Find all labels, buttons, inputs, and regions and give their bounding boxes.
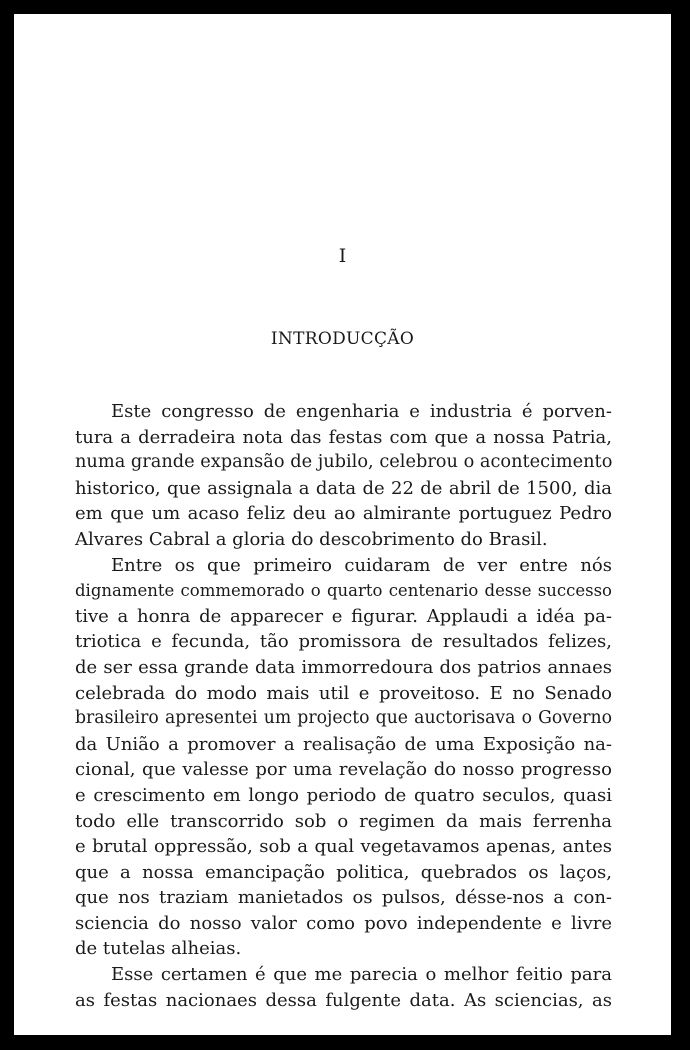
paragraph-2-line-9: cional, que valesse por uma revelação do nosso progresso	[75, 759, 612, 781]
paragraph-1-line-3: numa grande expansão de jubilo, celebrou o acontecimento	[75, 452, 613, 473]
paragraph-2-line-6: celebrada do modo mais util e proveitoso. E no Senado	[75, 682, 612, 704]
paragraph-2-line-10: e crescimento em longo periodo de quatro seculos, quasi	[75, 784, 612, 806]
paragraph-2-line-1: Entre os que primeiro cuidaram de ver entre nós	[111, 554, 612, 576]
paragraph-3-line-1: Esse certamen é que me parecia o melhor feitio para	[111, 964, 612, 986]
paragraph-2-line-3: tive a honra de apparecer e figurar. Applaudi a idéa pa-	[75, 605, 612, 627]
paragraph-2-line-14: que nos traziam manietados os pulsos, désse-nos a con-	[75, 887, 612, 909]
paragraph-2-line-11: todo elle transcorrido sob o regimen da mais ferrenha	[75, 810, 612, 832]
chapter-title: INTRODUCÇÃO	[270, 329, 415, 349]
body-text	[75, 399, 612, 1013]
paragraph-2-line-5: de ser essa grande data immorredoura dos patrios annaes	[75, 656, 612, 678]
paragraph-1-line-5: em que um acaso feliz deu ao almirante portuguez Pedro	[75, 503, 612, 525]
paragraph-2-line-2: dignamente commemorado o quarto centenario desse successo	[75, 581, 612, 601]
paragraph-1-line-2: tura a derradeira nota das festas com que a nossa Patria,	[75, 426, 612, 448]
paragraph-2-line-8: da União a promover a realisação de uma Exposição na-	[75, 733, 612, 755]
paragraph-2-line-12: e brutal oppressão, sob a qual vegetavamos apenas, antes	[75, 836, 612, 858]
paragraph-2-line-7: brasileiro apresentei um projecto que auctorisava o Governo	[75, 708, 612, 729]
paragraph-1-line-6: Alvares Cabral a gloria do descobrimento do Brasil.	[75, 528, 548, 550]
chapter-number: I	[338, 245, 347, 267]
paragraph-2-line-4: triotica e fecunda, tão promissora de resultados felizes,	[75, 631, 612, 653]
book-page	[14, 14, 671, 1035]
paragraph-2-line-13: que a nossa emancipação politica, quebrados os laços,	[75, 861, 612, 883]
paragraph-2-line-15: sciencia do nosso valor como povo independente e livre	[75, 912, 612, 934]
paragraph-3-line-2: as festas nacionaes dessa fulgente data. As sciencias, as	[75, 989, 612, 1011]
paragraph-1-line-4: historico, que assignala a data de 22 de abril de 1500, dia	[75, 477, 612, 499]
paragraph-2-line-16: de tutelas alheias.	[75, 938, 242, 960]
paragraph-1-line-1: Este congresso de engenharia e industria é porven-	[111, 401, 612, 422]
